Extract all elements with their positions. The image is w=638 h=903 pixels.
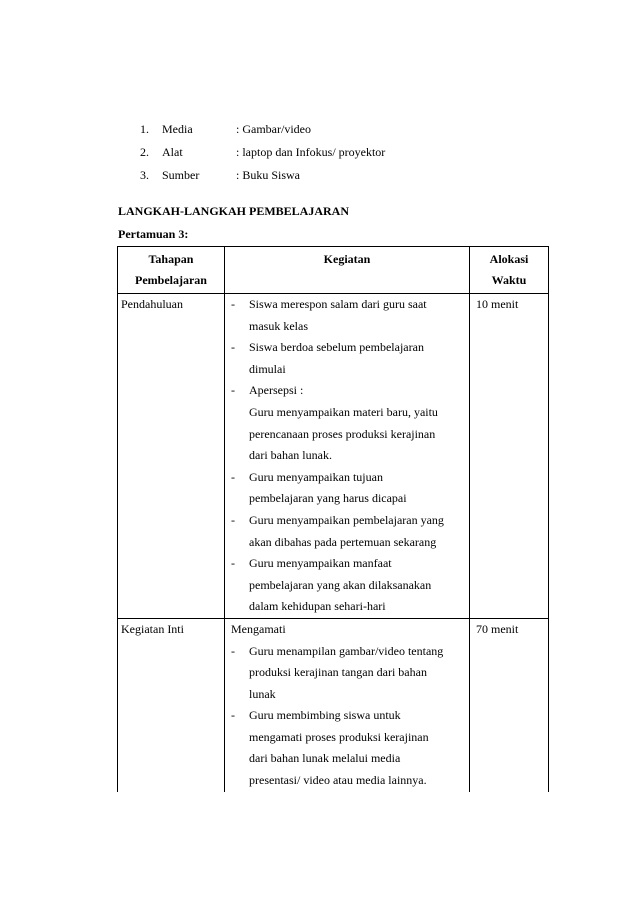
activity-line: Guru menyampaikan pembelajaran yang bbox=[249, 512, 444, 527]
activity-item bbox=[231, 705, 465, 791]
activity-item bbox=[231, 294, 465, 337]
activity-item bbox=[231, 380, 465, 466]
activity-line: dimulai bbox=[249, 361, 286, 376]
activity-line: pembelajaran yang harus dicapai bbox=[249, 491, 407, 506]
activities-cell bbox=[225, 618, 470, 791]
media-item-value: : laptop dan Infokus/ proyektor bbox=[236, 145, 386, 159]
header-activity-label: Kegiatan bbox=[323, 252, 371, 266]
activity-line: Guru menyampaikan materi baru, yaitu bbox=[249, 404, 438, 419]
activity-line: Guru menyampaikan manfaat bbox=[249, 556, 392, 571]
activity-item bbox=[231, 337, 465, 380]
time-cell: 70 menit bbox=[470, 618, 549, 791]
section-heading: LANGKAH-LANGKAH PEMBELAJARAN bbox=[118, 204, 350, 218]
time-cell: 10 menit bbox=[470, 294, 549, 619]
activity-line: perencanaan proses produksi kerajinan bbox=[249, 426, 436, 441]
header-time bbox=[470, 247, 549, 294]
media-item-number: 3. bbox=[140, 168, 149, 182]
activity-line: lunak bbox=[249, 686, 276, 701]
meeting-subheading: Pertamuan 3: bbox=[118, 227, 189, 241]
activity-line: mengamati proses produksi kerajinan bbox=[249, 729, 429, 744]
activity-item bbox=[231, 641, 465, 706]
media-item-label: Media bbox=[162, 122, 193, 136]
media-item-number: 2. bbox=[140, 145, 149, 159]
activity-line: Siswa merespon salam dari guru saat bbox=[249, 297, 427, 311]
media-item-value: : Buku Siswa bbox=[236, 168, 301, 182]
activity-line: dari bahan lunak melalui media bbox=[249, 751, 401, 766]
activity-dash: - bbox=[231, 340, 235, 355]
phase-cell: Pendahuluan bbox=[118, 294, 225, 619]
activity-dash: - bbox=[231, 297, 235, 311]
activity-line: akan dibahas pada pertemuan sekarang bbox=[249, 534, 437, 549]
media-item-label: Sumber bbox=[162, 168, 200, 182]
activity-line: dalam kehidupan sehari-hari bbox=[249, 599, 386, 614]
activity-line: masuk kelas bbox=[249, 318, 308, 333]
activity-line: dari bahan lunak. bbox=[249, 448, 332, 463]
header-time-line: Waktu bbox=[491, 273, 527, 287]
media-item-label: Alat bbox=[162, 145, 183, 159]
activity-line: Guru menyampaikan tujuan bbox=[249, 469, 383, 484]
activity-dash: - bbox=[231, 512, 235, 527]
activity-item bbox=[231, 553, 465, 618]
learning-steps-table bbox=[117, 246, 549, 792]
activity-line: pembelajaran yang akan dilaksanakan bbox=[249, 577, 432, 592]
activity-intro: Mengamati bbox=[231, 621, 286, 636]
activity-dash: - bbox=[231, 643, 235, 658]
activity-dash: - bbox=[231, 708, 235, 723]
media-item-alat bbox=[140, 144, 540, 167]
activities-cell bbox=[225, 294, 470, 619]
activity-item bbox=[231, 510, 465, 553]
activity-line: Apersepsi : bbox=[249, 383, 304, 398]
activity-dash: - bbox=[231, 556, 235, 571]
media-item-sumber bbox=[140, 167, 540, 190]
header-phase-line: Tahapan bbox=[148, 252, 194, 266]
media-item-value: : Gambar/video bbox=[236, 122, 311, 136]
activity-item bbox=[231, 467, 465, 510]
activity-line: presentasi/ video atau media lainnya. bbox=[249, 773, 427, 788]
activity-dash: - bbox=[231, 469, 235, 484]
phase-cell: Kegiatan Inti bbox=[118, 618, 225, 791]
activity-line: produksi kerajinan tangan dari bahan bbox=[249, 665, 427, 680]
header-phase-line: Pembelajaran bbox=[135, 273, 207, 287]
header-phase bbox=[118, 247, 225, 294]
activity-dash: - bbox=[231, 383, 235, 398]
media-item-media bbox=[140, 121, 540, 144]
media-item-number: 1. bbox=[140, 122, 149, 136]
table-row bbox=[118, 294, 549, 619]
table-header-row bbox=[118, 247, 549, 294]
activity-line: Guru menampilan gambar/video tentang bbox=[249, 643, 444, 658]
header-time-line: Alokasi bbox=[489, 252, 529, 266]
media-list bbox=[140, 121, 540, 190]
header-activity bbox=[225, 247, 470, 294]
activity-line: Guru membimbing siswa untuk bbox=[249, 708, 401, 723]
table-row bbox=[118, 618, 549, 791]
activity-line: Siswa berdoa sebelum pembelajaran bbox=[249, 340, 424, 355]
